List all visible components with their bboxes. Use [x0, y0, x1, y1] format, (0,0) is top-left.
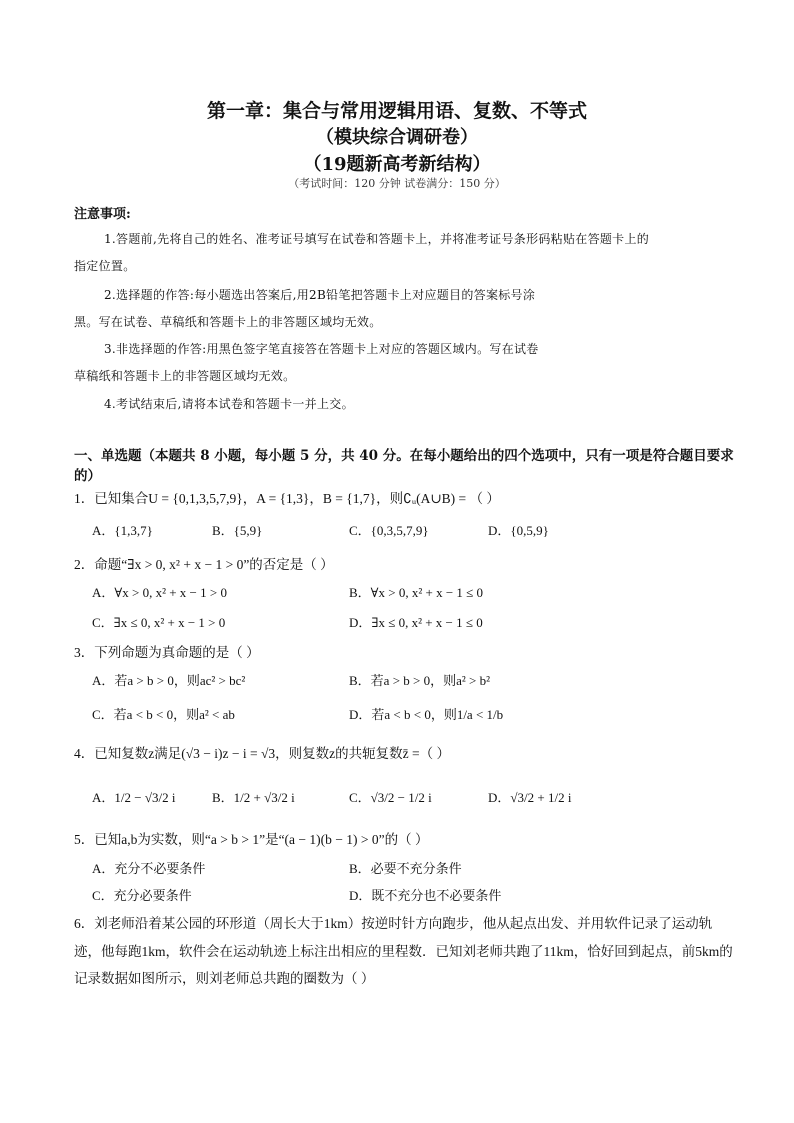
question-5-option-b: B．必要不充分条件: [349, 861, 462, 876]
question-2-option-c: C．∃x ≤ 0, x² + x − 1 > 0: [92, 615, 226, 630]
question-5-option-a: A．充分不必要条件: [92, 861, 206, 876]
page-subtitle-structure: （19题新高考新结构）: [303, 154, 491, 175]
question-3-option-a: A．若a > b > 0，则ac² > bc²: [92, 673, 246, 688]
notice-line-2: 2.选择题的作答:每小题选出答案后,用2B铅笔把答题卡上对应题目的答案标号涂: [104, 288, 536, 302]
question-1-option-d: D．{0,5,9}: [488, 523, 549, 538]
question-5-option-d: D．既不充分也不必要条件: [349, 888, 502, 903]
question-4-option-c: C．√3/2 − 1/2 i: [349, 790, 432, 805]
question-1-option-a: A．{1,3,7}: [92, 523, 153, 538]
question-2-option-b: B．∀x > 0, x² + x − 1 ≤ 0: [349, 585, 484, 600]
question-3-stem: 3．下列命题为真命题的是（ ）: [74, 645, 260, 660]
question-5-option-c: C．充分必要条件: [92, 888, 192, 903]
question-4-option-b: B．1/2 + √3/2 i: [212, 790, 295, 805]
question-4-option-a: A．1/2 − √3/2 i: [92, 790, 176, 805]
notice-line-2b: 黑。写在试卷、草稿纸和答题卡上的非答题区域均无效。: [74, 315, 382, 329]
question-5-stem: 5．已知a,b为实数，则“a > b > 1”是“(a − 1)(b − 1) > 0”的（ ）: [74, 832, 429, 847]
question-1-option-b: B．{5,9}: [212, 523, 263, 538]
question-4-option-d: D．√3/2 + 1/2 i: [488, 790, 572, 805]
notice-line-4: 4.考试结束后,请将本试卷和答题卡一并上交。: [104, 397, 354, 411]
question-4-stem: 4．已知复数z满足(√3 − i)z − i = √3，则复数z的共轭复数z̄ =（ ）: [74, 746, 450, 761]
exam-meta: （考试时间：120 分钟 试卷满分：150 分）: [288, 177, 506, 190]
section-heading: 一、单选题（本题共 8 小题，每小题 5 分，共 40 分。在每小题给出的四个选项中，只有一项是符合题目要求的）: [74, 448, 734, 484]
question-2-stem: 2．命题“∃x > 0, x² + x − 1 > 0”的否定是（ ）: [74, 557, 334, 572]
notice-heading: 注意事项:: [74, 207, 131, 222]
question-1-option-c: C．{0,3,5,7,9}: [349, 523, 429, 538]
question-3-option-d: D．若a < b < 0，则1/a < 1/b: [349, 707, 504, 722]
question-2-option-d: D．∃x ≤ 0, x² + x − 1 ≤ 0: [349, 615, 483, 630]
page-title: 第一章：集合与常用逻辑用语、复数、不等式: [206, 100, 587, 122]
page-subtitle: （模块综合调研卷）: [316, 127, 478, 148]
question-2-option-a: A．∀x > 0, x² + x − 1 > 0: [92, 585, 227, 600]
notice-line-3b: 草稿纸和答题卡上的非答题区域均无效。: [74, 369, 296, 383]
question-6-stem: 6．刘老师沿着某公园的环形道（周长大于1km）按逆时针方向跑步，他从起点出发、并用软件记录了运动轨迹，他每跑1km，软件会在运动轨迹上标注出相应的里程数．已知刘老师共跑了11km，恰好回到起点，前5km的记录数据如图所示，则刘老师总共跑的圈数为（ ）: [74, 916, 733, 986]
question-3-option-c: C．若a < b < 0，则a² < ab: [92, 707, 235, 722]
notice-line-1: 1.答题前,先将自己的姓名、准考证号填写在试卷和答题卡上，并将准考证号条形码粘贴在答题卡上的: [104, 232, 650, 246]
notice-line-1b: 指定位置。: [74, 259, 136, 273]
notice-line-3: 3.非选择题的作答:用黑色签字笔直接答在答题卡上对应的答题区域内。写在试卷: [104, 342, 539, 356]
question-3-option-b: B．若a > b > 0，则a² > b²: [349, 673, 491, 688]
question-1-stem: 1．已知集合U = {0,1,3,5,7,9}，A = {1,3}，B = {1,7}，则∁ᵤ(A∪B) = （ ）: [74, 491, 500, 506]
